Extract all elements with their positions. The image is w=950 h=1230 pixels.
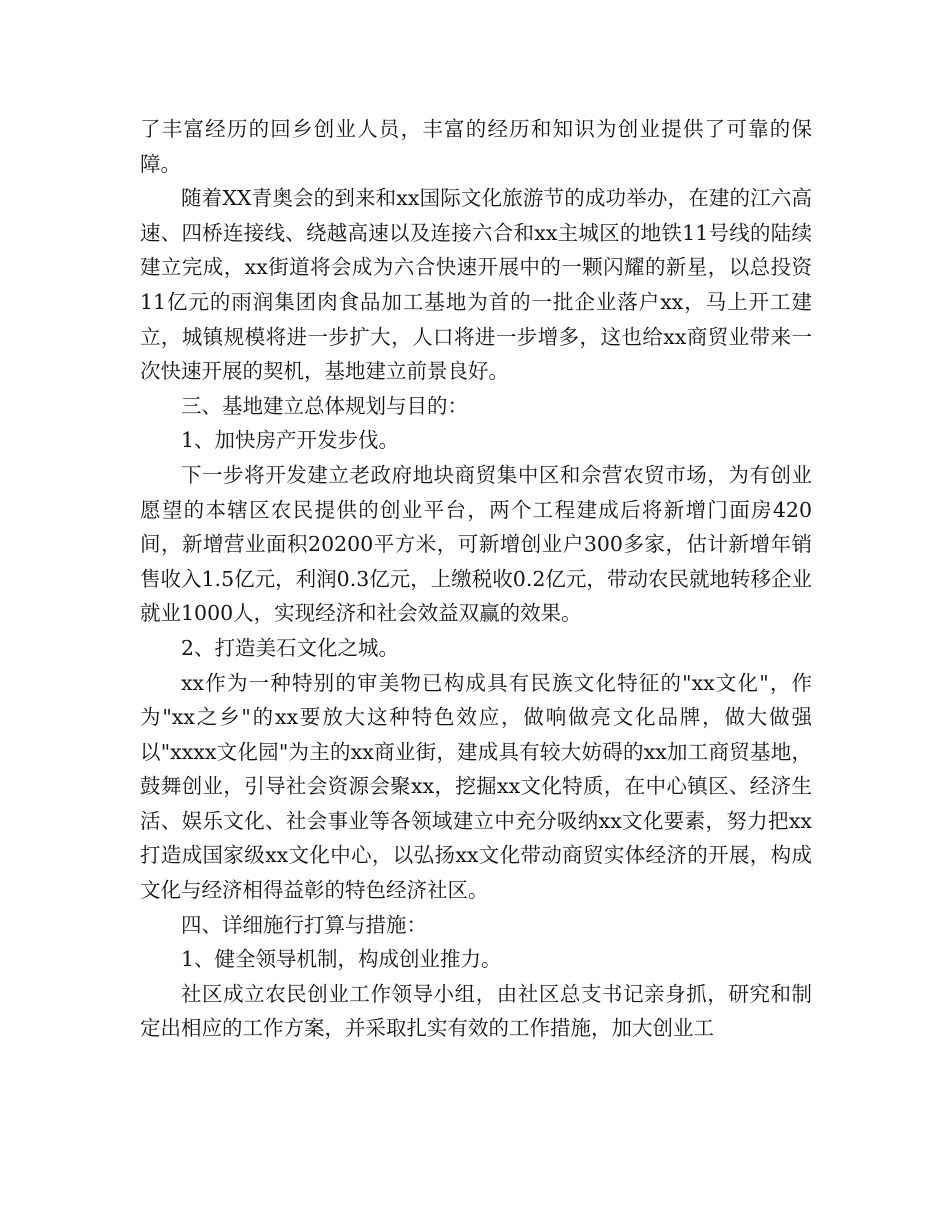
paragraph-1: 了丰富经历的回乡创业人员，丰富的经历和知识为创业提供了可靠的保障。: [140, 117, 812, 176]
subheading-4-1: 1、健全领导机制，构成创业推力。: [181, 947, 502, 972]
paragraph-4-1: 社区成立农民创业工作领导小组，由社区总支书记亲身抓，研究和制定出相应的工作方案，并采取扎实有效的工作措施，加大创业工: [140, 981, 812, 1041]
document-page: [140, 112, 812, 1046]
section-heading-3: 三、基地建立总体规划与目的：: [181, 393, 468, 418]
paragraph-2: 随着XX青奥会的到来和xx国际文化旅游节的成功举办，在建的江六高速、四桥连接线、绕越高速以及连接六合和xx主城区的地铁11号线的陆续建立完成，xx街道将会成为六合快速开展中的一颗闪耀的新星，以总投资11亿元的雨润集团肉食品加工基地为首的一批企业落户xx，马上开工建立，城镇规模将进一步扩大，人口将进一步增多，这也给xx商贸业带来一次快速开展的契机，基地建立前景良好。: [140, 186, 812, 384]
section-heading-4: 四、详细施行打算与措施：: [181, 912, 427, 937]
subheading-3-1: 1、加快房产开发步伐。: [181, 428, 400, 453]
paragraph-3-1: 下一步将开发建立老政府地块商贸集中区和佘营农贸市场，为有创业愿望的本辖区农民提供的创业平台，两个工程建成后将新增门面房420间，新增营业面积20200平方米，可新增创业户300多家，估计新增年销售收入1.5亿元，利润0.3亿元，上缴税收0.2亿元，带动农民就地转移企业就业1000人，实现经济和社会效益双赢的效果。: [140, 462, 812, 626]
subheading-3-2: 2、打造美石文化之城。: [181, 635, 400, 660]
paragraph-3-2: xx作为一种特别的审美物已构成具有民族文化特征的"xx文化"，作为"xx之乡"的xx要放大这种特色效应，做响做亮文化品牌，做大做强以"xxxx文化园"为主的xx商业街，建成具有较大妨碍的xx加工商贸基地，鼓舞创业，引导社会资源会聚xx，挖掘xx文化特质，在中心镇区、经济生活、娱乐文化、社会事业等各领域建立中充分吸纳xx文化要素，努力把xx打造成国家级xx文化中心，以弘扬xx文化带动商贸实体经济的开展，构成文化与经济相得益彰的特色经济社区。: [140, 670, 812, 903]
